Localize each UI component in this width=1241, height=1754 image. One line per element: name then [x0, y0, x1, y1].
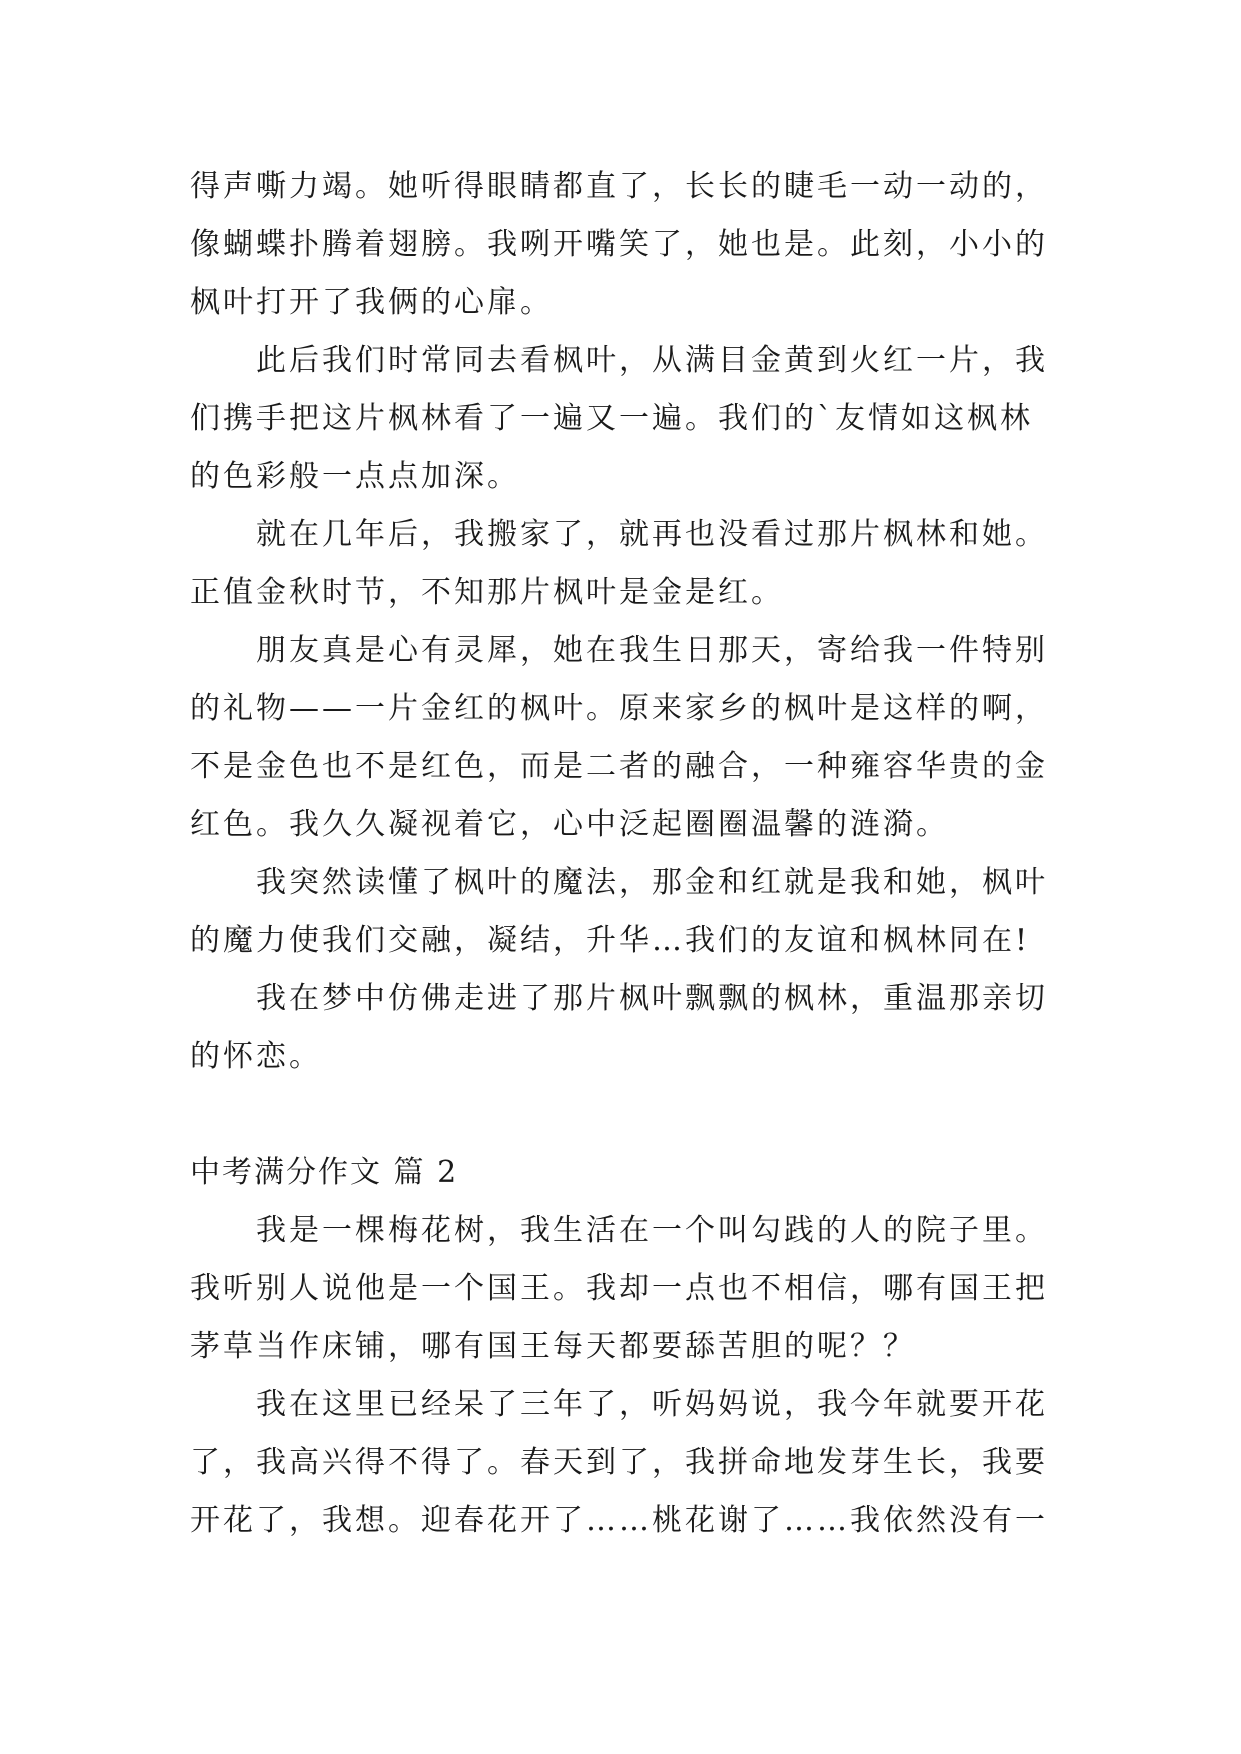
text-line: 的怀恋。 [190, 1039, 322, 1074]
paragraph-first-line: 我是一棵梅花树，我生活在一个叫勾践的人的院子里。 [256, 1213, 1048, 1248]
text-line: 的色彩般一点点加深。 [190, 459, 520, 494]
text-line: 茅草当作床铺，哪有国王每天都要舔苦胆的呢？？ [190, 1329, 916, 1364]
paragraph-first-line: 就在几年后，我搬家了，就再也没看过那片枫林和她。 [256, 517, 1048, 552]
paragraph-first-line: 我突然读懂了枫叶的魔法，那金和红就是我和她，枫叶 [256, 865, 1048, 900]
text-line: 我听别人说他是一个国王。我却一点也不相信，哪有国王把 [190, 1271, 1048, 1306]
text-line: 的礼物——一片金红的枫叶。原来家乡的枫叶是这样的啊， [190, 691, 1048, 726]
paragraph-first-line: 此后我们时常同去看枫叶，从满目金黄到火红一片，我 [256, 343, 1048, 378]
text-line: 不是金色也不是红色，而是二者的融合，一种雍容华贵的金 [190, 749, 1048, 784]
text-line: 枫叶打开了我俩的心扉。 [190, 285, 553, 320]
text-line: 了，我高兴得不得了。春天到了，我拼命地发芽生长，我要 [190, 1445, 1048, 1480]
essay-body [190, 158, 1070, 1550]
paragraph-first-line: 我在这里已经呆了三年了，听妈妈说，我今年就要开花 [256, 1387, 1048, 1422]
text-line: 正值金秋时节，不知那片枫叶是金是红。 [190, 575, 784, 610]
text-line: 红色。我久久凝视着它，心中泛起圈圈温馨的涟漪。 [190, 807, 949, 842]
text-line: 的魔力使我们交融，凝结，升华…我们的友谊和枫林同在! [190, 923, 1031, 958]
paragraph-first-line: 我在梦中仿佛走进了那片枫叶飘飘的枫林，重温那亲切 [256, 981, 1048, 1016]
text-line: 像蝴蝶扑腾着翅膀。我咧开嘴笑了，她也是。此刻，小小的 [190, 227, 1048, 262]
section-heading: 中考满分作文 篇 2 [190, 1155, 459, 1190]
text-line: 得声嘶力竭。她听得眼睛都直了，长长的睫毛一动一动的， [190, 169, 1048, 204]
text-line: 开花了，我想。迎春花开了……桃花谢了……我依然没有一 [190, 1503, 1048, 1538]
text-line: 们携手把这片枫林看了一遍又一遍。我们的`友情如这枫林 [190, 401, 1033, 436]
paragraph-first-line: 朋友真是心有灵犀，她在我生日那天，寄给我一件特别 [256, 633, 1048, 668]
